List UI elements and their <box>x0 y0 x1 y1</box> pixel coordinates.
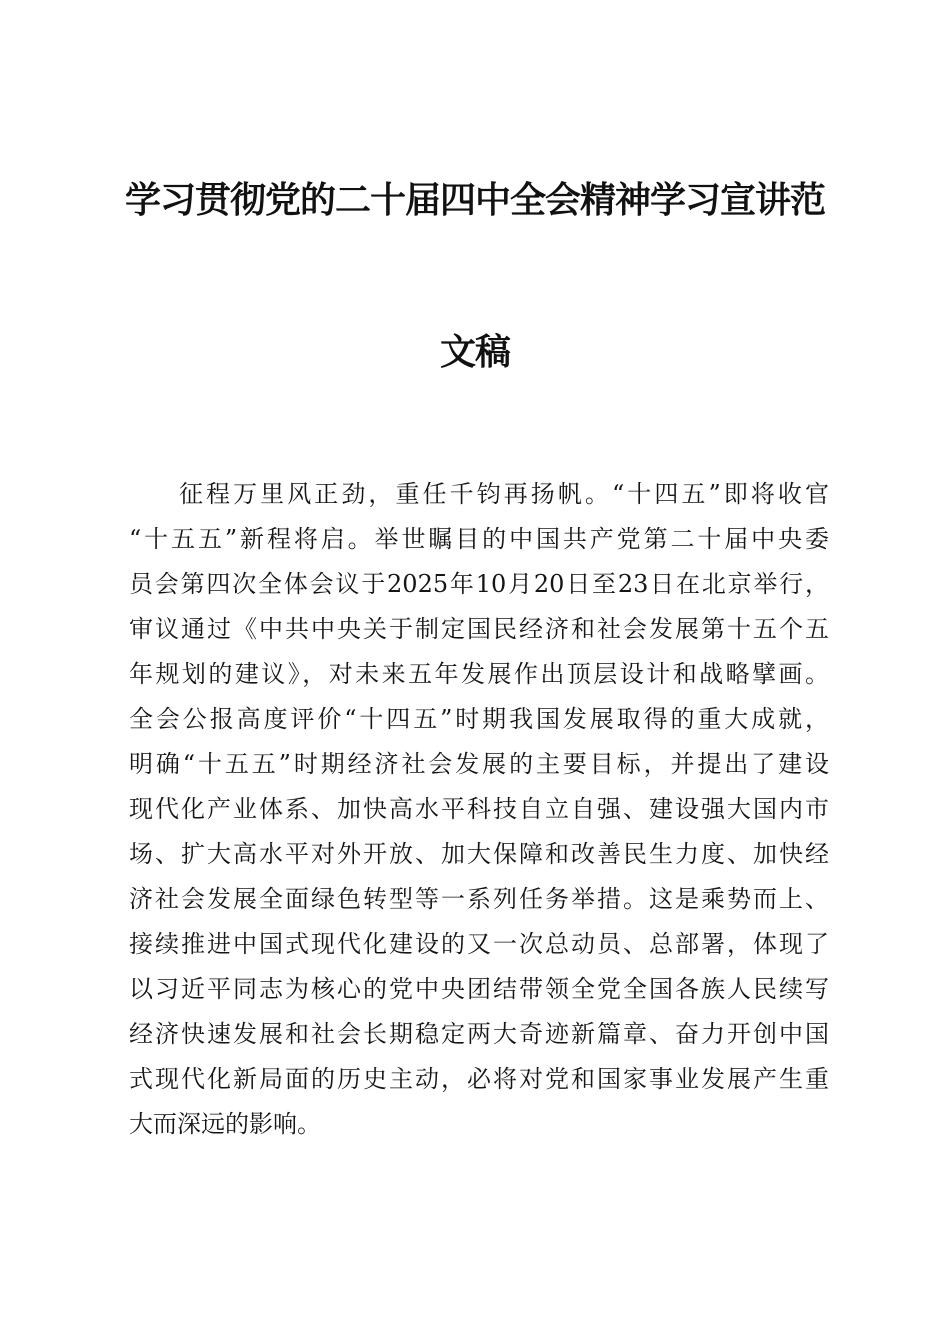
paragraph-line: 以习近平同志为核心的党中央团结带领全党全国各族人民续写 <box>129 975 829 1003</box>
paragraph-line: 式现代化新局面的历史主动，必将对党和国家事业发展产生重 <box>129 1065 829 1093</box>
paragraph-line: 济社会发展全面绿色转型等一系列任务举措。这是乘势而上、 <box>129 885 829 913</box>
paragraph-line: 经济快速发展和社会长期稳定两大奇迹新篇章、奋力开创中国 <box>129 1020 829 1048</box>
paragraph-line: “十五五”新程将启。举世瞩目的中国共产党第二十届中央委 <box>129 525 829 553</box>
paragraph-line: 审议通过《中共中央关于制定国民经济和社会发展第十五个五 <box>129 615 829 643</box>
paragraph-line: 年规划的建议》，对未来五年发展作出顶层设计和战略擘画。 <box>129 660 829 688</box>
document-title-line-1: 学习贯彻党的二十届四中全会精神学习宣讲范 <box>124 180 825 221</box>
paragraph-line: 接续推进中国式现代化建设的又一次总动员、总部署，体现了 <box>129 930 829 958</box>
body-paragraph <box>129 472 829 1147</box>
paragraph-line: 明确“十五五”时期经济社会发展的主要目标，并提出了建设 <box>129 750 829 778</box>
paragraph-line: 全会公报高度评价“十四五”时期我国发展取得的重大成就， <box>129 705 829 733</box>
document-title-line-2: 文稿 <box>439 332 510 373</box>
paragraph-line: 大而深远的影响。 <box>129 1110 321 1138</box>
paragraph-line: 现代化产业体系、加快高水平科技自立自强、建设强大国内市 <box>129 795 829 823</box>
paragraph-line: 征程万里风正劲，重任千钧再扬帆。“十四五”即将收官 <box>179 480 829 508</box>
paragraph-line: 员会第四次全体会议于2025年10月20日至23日在北京举行， <box>129 570 829 598</box>
paragraph-line: 场、扩大高水平对外开放、加大保障和改善民生力度、加快经 <box>129 840 829 868</box>
